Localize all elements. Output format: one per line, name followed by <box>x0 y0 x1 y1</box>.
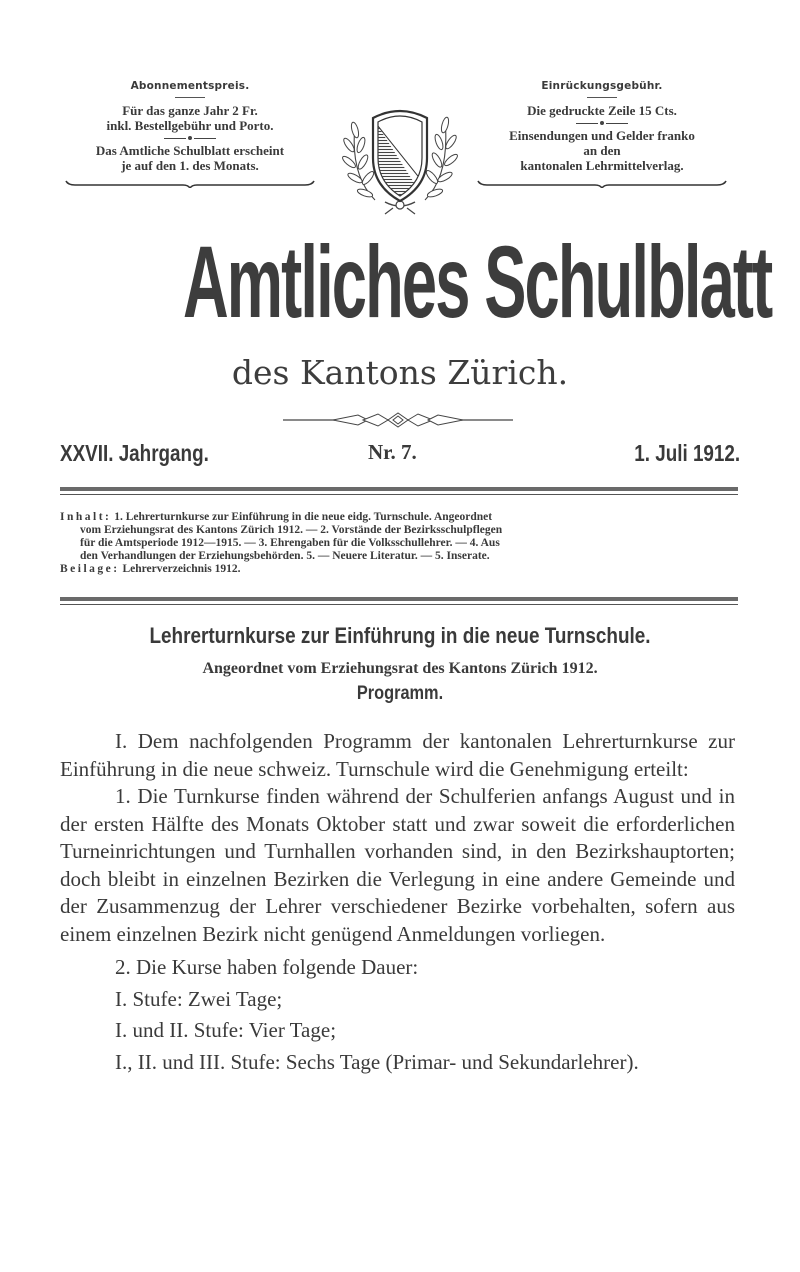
list-item: I., II. und III. Stufe: Sechs Tage (Primar- und Sekundarlehrer). <box>115 1049 639 1074</box>
paragraph: 2. Die Kurse haben folgende Dauer: <box>115 955 419 979</box>
publication-info-line: Das Amtliche Schulblatt erscheint <box>95 143 285 158</box>
ornament-divider-icon <box>283 410 513 430</box>
divider <box>587 97 617 98</box>
supplement-text: Lehrerverzeichnis 1912. <box>122 563 241 575</box>
article-subtitle: Angeordnet vom Erziehungsrat des Kantons Zürich 1912. <box>202 660 598 677</box>
masthead-title: Amtliches Schulblatt <box>183 225 772 339</box>
advertising-fee-box <box>462 80 742 192</box>
paragraph: I. Dem nachfolgenden Programm der kantonalen Lehrerturnkurse zur Einführung in die neue schweiz. Turnschule wird die Genehmigung erteilt: <box>60 729 735 781</box>
article-body <box>60 728 735 1076</box>
issue-info-bar <box>60 440 740 476</box>
subscription-price-box <box>50 80 330 192</box>
volume-label: XXVII. Jahrgang. <box>60 440 209 466</box>
masthead-subtitle: des Kantons Zürich. <box>231 353 569 392</box>
advertising-fee-line: Die gedruckte Zeile 15 Cts. <box>527 103 677 118</box>
issue-number: Nr. 7. <box>368 440 417 464</box>
subscription-price-line: Für das ganze Jahr 2 Fr. <box>122 103 258 118</box>
subscription-price-line: inkl. Bestellgebühr und Porto. <box>106 118 274 133</box>
submission-info-line: kantonalen Lehrmittelverlag. <box>520 158 684 173</box>
subscription-heading: Abonnementspreis. <box>130 80 250 92</box>
dot-divider-icon <box>462 121 742 125</box>
dot-divider-icon <box>50 136 330 140</box>
article-section-heading: Programm. <box>356 683 444 704</box>
issue-date: 1. Juli 1912. <box>634 440 740 466</box>
contents-line: für die Amtsperiode 1912—1915. — 3. Ehrengaben für die Volksschullehrer. — 4. Aus <box>80 537 500 549</box>
double-rule-divider <box>60 597 738 605</box>
contents-line: vom Erziehungsrat des Kantons Zürich 1912. — 2. Vorstände der Bezirksschulpflegen <box>80 524 503 536</box>
article-title: Lehrerturnkurse zur Einführung in die neue Turnschule. <box>149 623 651 648</box>
contents-label: Inhalt: <box>60 511 112 523</box>
contents-line: 1. Lehrerturnkurse zur Einführung in die neue eidg. Turnschule. Angeordnet <box>114 511 493 523</box>
paragraph: 1. Die Turnkurse finden während der Schulferien anfangs August und in der ersten Hälfte des Monats Oktober statt und zwar soweit die erforderlichen Turneinrichtungen und Turnhallen vorhanden sind, in den Bezirkshauptorten; doch bleibt in einzelnen Bezirken die Verlegung in eine andere Gemeinde und der Zusammenzug der Lehrer verschiedener Bezirke vorbehalten, sofern aus einem einzelnen Bezirk nicht genügend Anmeldungen vorliegen. <box>60 784 735 946</box>
supplement-label: Beilage: <box>60 563 120 575</box>
brace-icon <box>65 180 315 188</box>
double-rule-divider <box>60 487 738 495</box>
contents-line: den Verhandlungen der Erziehungsbehörden. 5. — Neuere Literatur. — 5. Inserate. <box>80 550 490 562</box>
advertising-fee-heading: Einrückungsgebühr. <box>541 80 663 92</box>
divider <box>175 97 205 98</box>
submission-info-line: Einsendungen und Gelder franko <box>509 128 695 143</box>
zurich-crest-icon <box>335 100 465 215</box>
list-item: I. und II. Stufe: Vier Tage; <box>115 1018 337 1042</box>
submission-info-line: an den <box>583 143 621 158</box>
table-of-contents <box>60 511 740 576</box>
publication-info-line: je auf den 1. des Monats. <box>121 158 259 173</box>
list-item: I. Stufe: Zwei Tage; <box>115 986 283 1011</box>
brace-icon <box>477 180 727 188</box>
